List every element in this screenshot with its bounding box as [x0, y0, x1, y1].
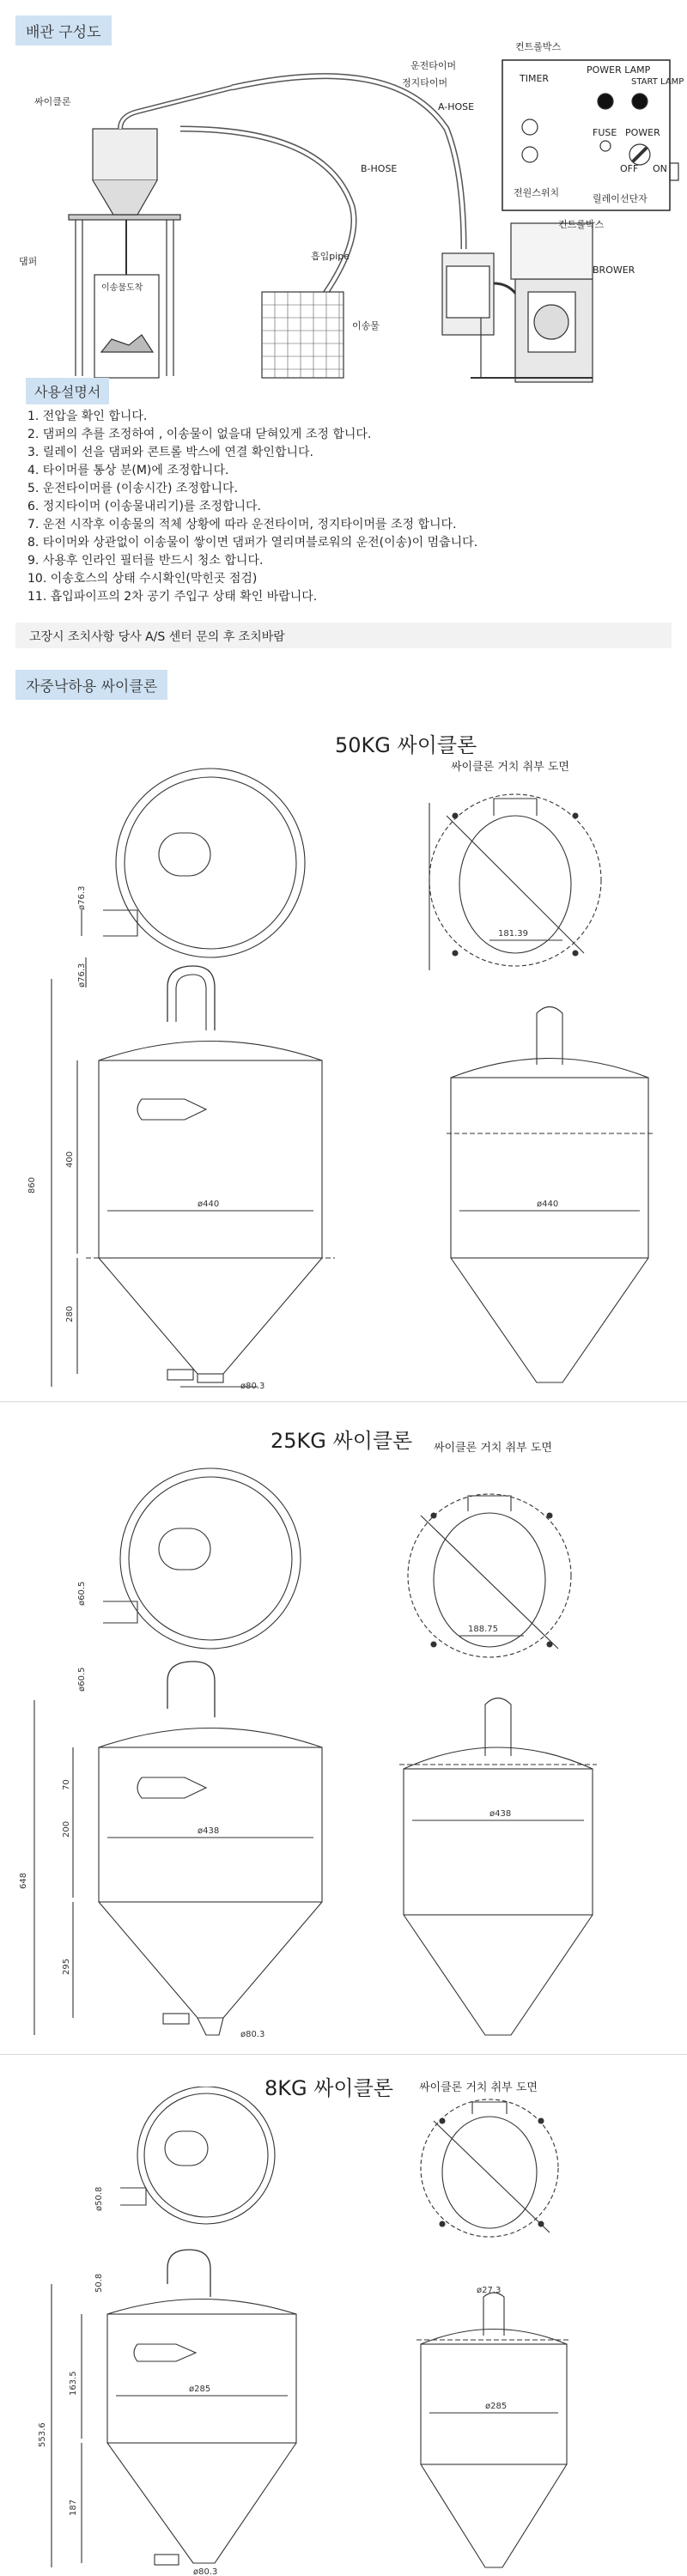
- panel-fuse-label: FUSE: [593, 127, 617, 138]
- cyclone-25kg-title: 25KG 싸이클론: [271, 1429, 413, 1453]
- dim-25kg-outlet: ø80.3: [240, 2030, 265, 2039]
- piping-layout-diagram: [0, 34, 687, 386]
- label-timer-run: 운전타이머: [410, 60, 457, 71]
- label-blower: BROWER: [593, 264, 635, 276]
- section-divider: [0, 1401, 687, 1402]
- dim-25kg-body-h: 200: [62, 1820, 71, 1838]
- dim-25kg-body-d: ø438: [198, 1826, 220, 1836]
- label-suction-pipe: 흡입pipe: [311, 251, 350, 262]
- list-item: 3. 릴레이 선을 댐퍼와 콘트롤 박스에 연결 확인합니다.: [27, 446, 313, 459]
- list-item: 6. 정지타이머 (이송물내리기)를 조정합니다.: [27, 500, 261, 513]
- cyclone-50kg-drawing: [0, 738, 687, 1391]
- dim-25kg-inlet: ø60.5: [77, 1581, 87, 1606]
- label-control-box-side: 컨트롤박스: [558, 219, 605, 230]
- panel-power-label: POWER: [625, 127, 660, 138]
- dim-50kg-body-h: 400: [65, 1151, 75, 1168]
- label-damper: 댐퍼: [19, 256, 38, 267]
- list-item: 10. 이송호스의 상태 수시확인(막힌곳 점검): [27, 572, 258, 586]
- dim-8kg-cone-h: 187: [69, 2499, 78, 2516]
- dim-25kg-inlet-h: 70: [62, 1779, 71, 1790]
- dim-50kg-cone-h: 280: [65, 1305, 75, 1322]
- label-b-hose: B-HOSE: [361, 163, 398, 174]
- dim-8kg-body-d2: ø285: [485, 2402, 508, 2411]
- label-cyclone: 싸이클론: [34, 96, 71, 107]
- dim-50kg-inlet-side: ø76.3: [77, 963, 87, 987]
- cyclone-8kg-title: 8KG 싸이클론: [264, 2076, 393, 2100]
- dim-50kg-body-d: ø440: [198, 1200, 220, 1209]
- dim-25kg-cone-h: 295: [62, 1958, 71, 1975]
- panel-on-label: ON: [653, 163, 667, 174]
- dim-25kg-body-d2: ø438: [489, 1809, 512, 1819]
- dim-8kg-top-offset: ø27.3: [477, 2286, 502, 2295]
- list-item: 1. 전압을 확인 합니다.: [27, 410, 148, 423]
- usage-section-title: 사용설명서: [26, 378, 109, 404]
- list-item: 11. 흡입파이프의 2차 공기 주입구 상태 확인 바랍니다.: [27, 590, 318, 604]
- cyclone-section-title: 자중낙하용 싸이클론: [15, 670, 167, 700]
- label-storage: 이송물도착: [101, 283, 143, 293]
- list-item: 9. 사용후 인라인 필터를 반드시 청소 합니다.: [27, 554, 264, 568]
- cyclone-8kg-subtitle: 싸이클론 거치 취부 도면: [419, 2081, 538, 2094]
- dim-25kg-inlet-side: ø60.5: [77, 1667, 87, 1692]
- cyclone-50kg-subtitle: 싸이클론 거치 취부 도면: [451, 761, 569, 774]
- dim-25kg-total-h: 648: [19, 1872, 28, 1889]
- dim-50kg-body-d2: ø440: [537, 1200, 559, 1209]
- label-timer-stop: 정지타이머: [402, 77, 448, 88]
- label-relay-terminal: 릴레이선단자: [593, 193, 647, 204]
- list-item: 8. 타이머와 상관없이 이송물이 쌓이면 댐퍼가 열리며블로워의 운전(이송)이 멈춥니다.: [27, 536, 478, 550]
- dim-8kg-inlet: ø50.8: [94, 2186, 104, 2211]
- section-divider: [0, 2054, 687, 2055]
- label-material: 이송물: [352, 320, 380, 331]
- dim-50kg-total-h: 860: [27, 1176, 37, 1194]
- dim-50kg-top-offset: 181.39: [498, 929, 528, 939]
- dim-8kg-body-d: ø285: [189, 2385, 211, 2394]
- panel-power-lamp-label: POWER LAMP: [587, 64, 651, 76]
- dim-50kg-inlet: ø76.3: [77, 885, 87, 910]
- list-item: 5. 운전타이머를 (이송시간) 조정합니다.: [27, 482, 238, 495]
- list-item: 2. 댐퍼의 추를 조정하여 , 이송물이 없을대 닫혀있게 조정 합니다.: [27, 428, 372, 441]
- usage-instruction-list: [27, 408, 663, 606]
- label-power-switch: 전원스위치: [514, 187, 560, 198]
- dim-8kg-total-h: 553.6: [38, 2422, 47, 2447]
- dim-8kg-outlet: ø80.3: [193, 2567, 218, 2576]
- cyclone-50kg-title: 50KG 싸이클론: [335, 733, 477, 757]
- cyclone-25kg-drawing: [0, 1451, 687, 2044]
- panel-off-label: OFF: [620, 163, 639, 174]
- label-control-box-top: 컨트롤박스: [515, 41, 562, 52]
- dim-25kg-top-offset: 188.75: [468, 1625, 498, 1634]
- list-item: 4. 타이머를 통상 분(M)에 조정합니다.: [27, 464, 229, 477]
- dim-50kg-outlet: ø80.3: [240, 1382, 265, 1391]
- dim-8kg-inlet-side: 50.8: [94, 2273, 104, 2293]
- panel-start-lamp-label: START LAMP: [631, 77, 684, 87]
- list-item: 7. 운전 시작후 이송물의 적체 상황에 따라 운전타이머, 정지타이머를 조정 합니다.: [27, 518, 457, 532]
- cyclone-25kg-subtitle: 싸이클론 거치 취부 도면: [434, 1442, 552, 1455]
- label-a-hose: A-HOSE: [438, 101, 475, 112]
- layout-section-title: 배관 구성도: [15, 15, 112, 46]
- cyclone-8kg-drawing: [0, 2087, 687, 2576]
- panel-timer-label: TIMER: [520, 73, 550, 84]
- dim-8kg-body-h: 163.5: [69, 2371, 78, 2396]
- trouble-note: 고장시 조치사항 당사 A/S 센터 문의 후 조치바람: [15, 623, 672, 648]
